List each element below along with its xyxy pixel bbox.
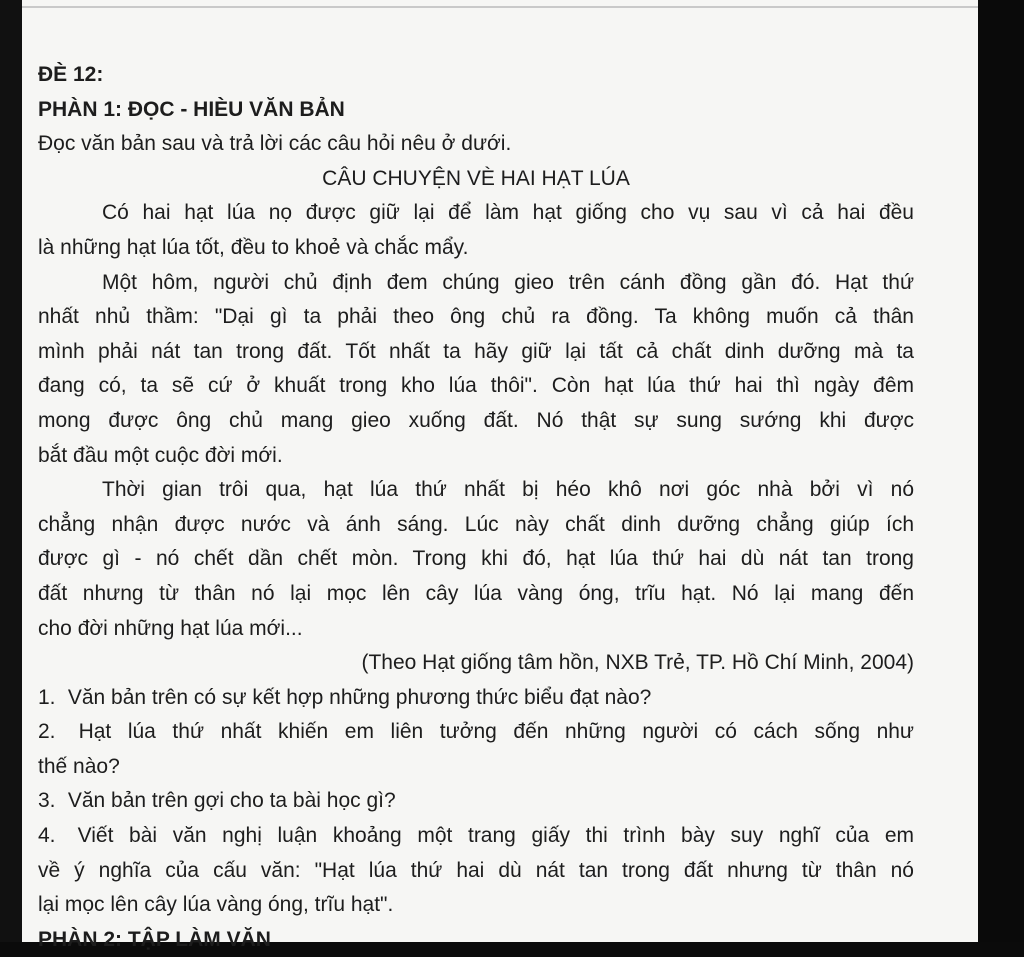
question-4 <box>38 819 914 854</box>
story-title: CÂU CHUYỆN VÈ HAI HẠT LÚA <box>322 166 630 190</box>
instruction-text: Đọc văn bản sau và trả lời các câu hỏi nêu ở dưới. <box>38 132 512 156</box>
paragraph-line: cho đời những hạt lúa mới... <box>38 616 303 640</box>
question-text: Văn bản trên có sự kết hợp những phương thức biểu đạt nào? <box>67 685 652 709</box>
paragraph-line: nhất nhủ thầm: "Dại gì ta phải theo ông chủ ra đồng. Ta không muốn cả thân <box>38 305 914 329</box>
top-rule <box>22 6 978 8</box>
paragraph-line: bắt đầu một cuộc đời mới. <box>38 443 283 467</box>
paragraph-line: là những hạt lúa tốt, đều to khoẻ và chắc mẩy. <box>38 235 469 259</box>
document-page <box>22 0 978 951</box>
question-number: 3. <box>38 789 56 813</box>
question-2 <box>38 715 914 750</box>
question-number: 2. <box>38 720 56 744</box>
question-3 <box>38 784 914 819</box>
question-1 <box>38 681 914 716</box>
document-content <box>38 58 914 957</box>
photo-left-edge <box>0 0 22 942</box>
question-text: Viết bài văn nghị luận khoảng một trang giấy thi trình bày suy nghĩ của em <box>77 824 914 848</box>
question-text-continued: về ý nghĩa của cấu văn: "Hạt lúa thứ hai dù nát tan trong đất nhưng từ thân nó <box>38 858 914 882</box>
part1-title: PHÀN 1: ĐỌC - HIÈU VĂN BẢN <box>38 97 345 121</box>
paragraph-line: được gì - nó chết dần chết mòn. Trong khi đó, hạt lúa thứ hai dù nát tan trong <box>38 547 914 571</box>
question-text: Văn bản trên gợi cho ta bài học gì? <box>67 789 396 813</box>
question-text: Hạt lúa thứ nhất khiến em liên tưởng đến những người có cách sống như <box>78 720 914 744</box>
paragraph-line: Thời gian trôi qua, hạt lúa thứ nhất bị héo khô nơi góc nhà bởi vì nó <box>102 478 914 502</box>
question-text-continued: lại mọc lên cây lúa vàng óng, trĩu hạt". <box>38 893 394 917</box>
paragraph-line: đang có, ta sẽ cứ ở khuất trong kho lúa thôi". Còn hạt lúa thứ hai thì ngày đêm <box>38 374 914 398</box>
photo-right-edge <box>978 0 1024 942</box>
paragraph-line: mong được ông chủ mang gieo xuống đất. Nó thật sự sung sướng khi được <box>38 408 914 432</box>
paragraph-line: mình phải nát tan trong đất. Tốt nhất ta hãy giữ lại tất cả chất dinh dưỡng mà ta <box>38 339 914 363</box>
paragraph-line: Có hai hạt lúa nọ được giữ lại để làm hạt giống cho vụ sau vì cả hai đều <box>102 201 914 225</box>
paragraph-line: đất nhưng từ thân nó lại mọc lên cây lúa vàng óng, trĩu hạt. Nó lại mang đến <box>38 581 914 605</box>
question-number: 1. <box>38 685 56 709</box>
source-citation: (Theo Hạt giống tâm hồn, NXB Trẻ, TP. Hồ Chí Minh, 2004) <box>361 651 914 675</box>
paragraph-line: chẳng nhận được nước và ánh sáng. Lúc này chất dinh dưỡng chẳng giúp ích <box>38 512 914 536</box>
question-number: 4. <box>38 824 56 848</box>
part2-title: PHÀN 2: TẬP LÀM VĂN <box>38 927 271 951</box>
question-text-continued: thế nào? <box>38 754 120 778</box>
exam-heading: ĐÈ 12: <box>38 63 104 86</box>
paragraph-line: Một hôm, người chủ định đem chúng gieo trên cánh đồng gần đó. Hạt thứ <box>102 270 914 294</box>
